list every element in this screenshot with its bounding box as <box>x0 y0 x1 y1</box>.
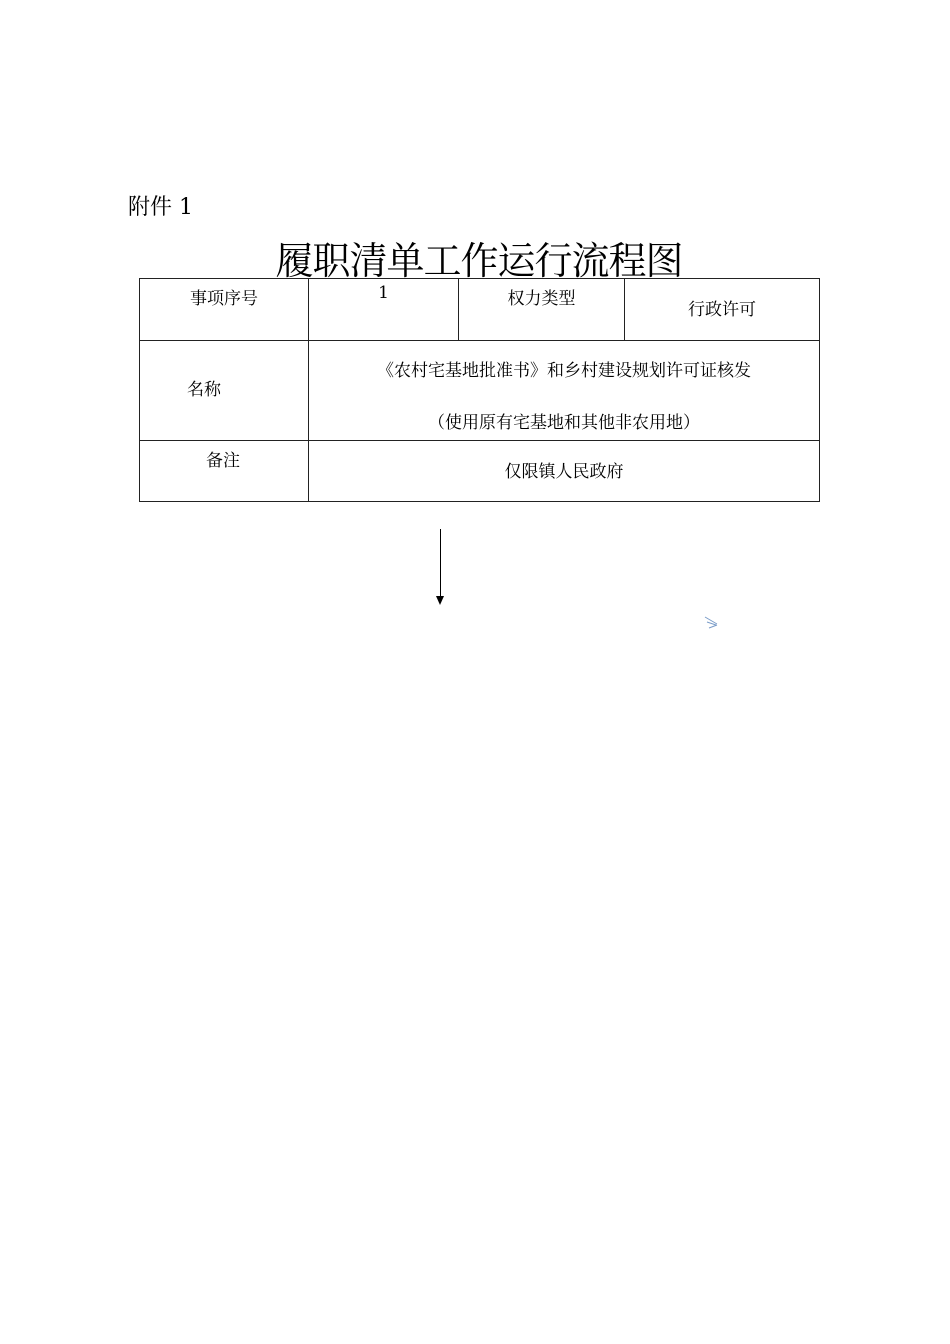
info-table <box>139 278 820 502</box>
name-label: 名称 <box>187 380 221 400</box>
name-value-cell <box>309 341 820 441</box>
power-type-label: 权力类型 <box>507 289 576 309</box>
remark-label-cell <box>140 441 309 502</box>
power-type-label-cell <box>459 279 625 341</box>
item-no-value-cell <box>309 279 459 341</box>
name-label-cell <box>140 341 309 441</box>
pen-mark-icon <box>704 616 720 630</box>
attachment-label: 附件 1 <box>128 195 193 220</box>
page-title: 履职清单工作运行流程图 <box>275 239 683 283</box>
power-type-value: 行政许可 <box>688 300 756 320</box>
arrow-head-icon <box>436 596 444 605</box>
table-row <box>140 441 820 502</box>
name-value-line2: （使用原有宅基地和其他非农用地） <box>428 413 700 433</box>
table-row <box>140 279 820 341</box>
name-value-line1: 《农村宅基地批准书》和乡村建设规划许可证核发 <box>377 361 751 381</box>
down-arrow-icon <box>440 529 441 599</box>
item-no-label-cell <box>140 279 309 341</box>
remark-value: 仅限镇人民政府 <box>504 462 624 482</box>
table-row <box>140 341 820 441</box>
power-type-value-cell <box>625 279 820 341</box>
remark-label: 备注 <box>206 451 240 471</box>
remark-value-cell <box>309 441 820 502</box>
item-no-value: 1 <box>378 283 389 303</box>
item-no-label: 事项序号 <box>190 289 258 309</box>
